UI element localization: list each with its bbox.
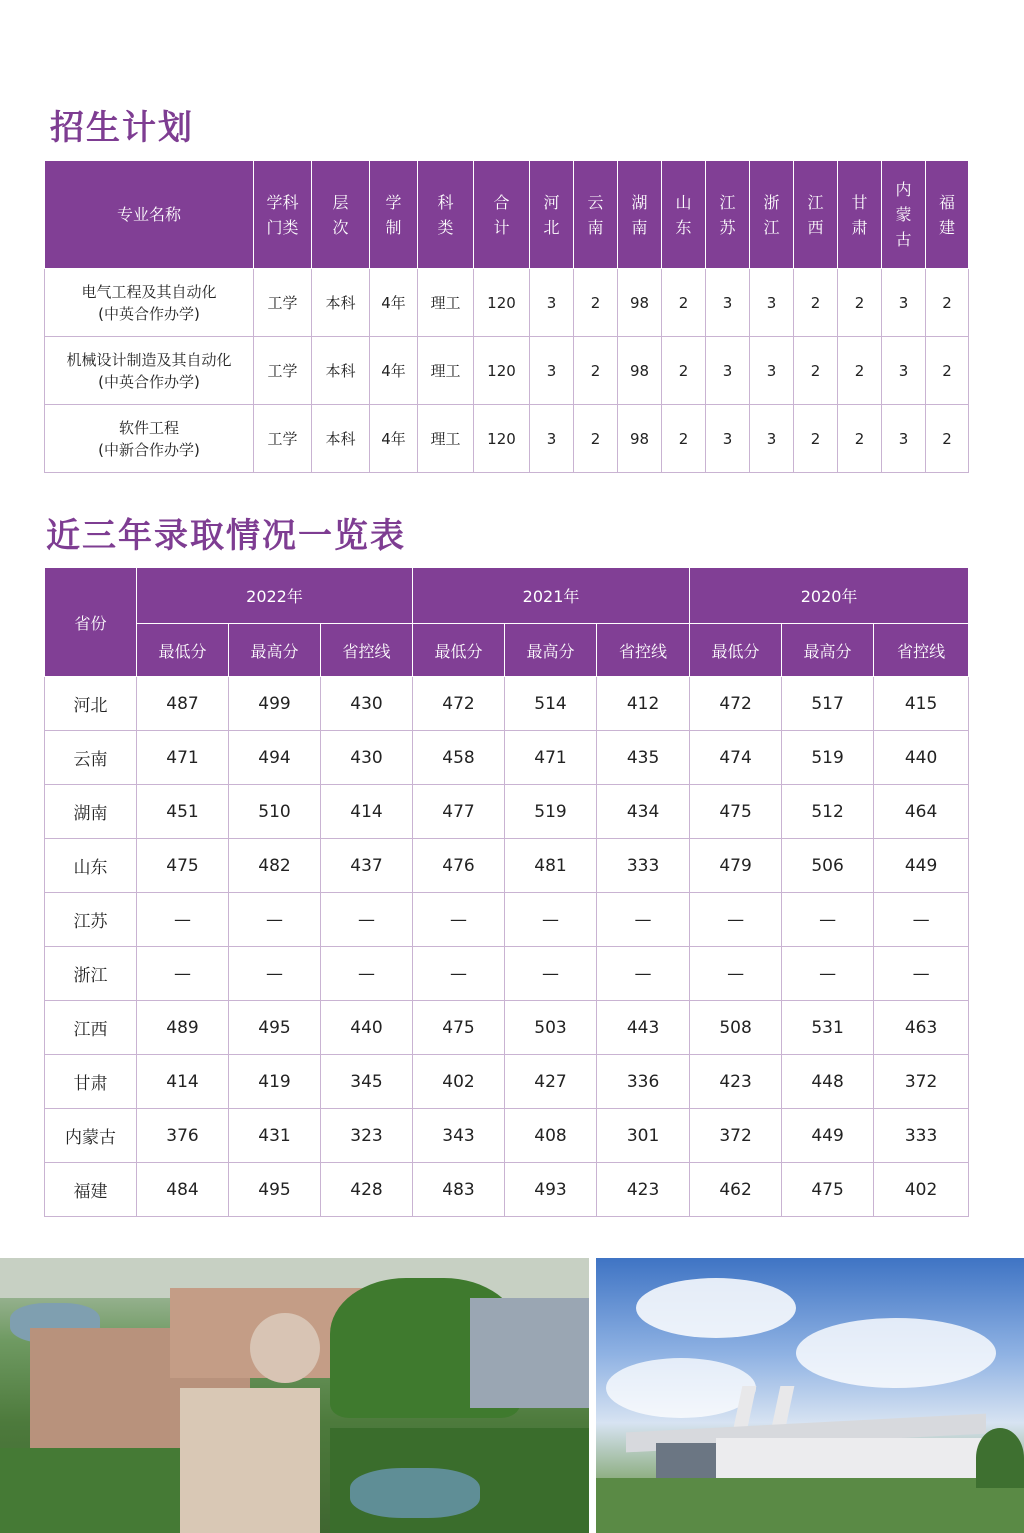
province-quota-cell: 3 <box>706 405 750 473</box>
score-cell: 463 <box>874 1001 969 1055</box>
score-cell: 472 <box>690 677 782 731</box>
type-cell: 理工 <box>418 269 474 337</box>
province-quota-cell: 98 <box>618 405 662 473</box>
score-cell: 333 <box>597 839 690 893</box>
score-cell: 415 <box>874 677 969 731</box>
header-province: 山 东 <box>662 161 706 269</box>
score-cell: — <box>782 893 874 947</box>
score-cell: 479 <box>690 839 782 893</box>
score-cell: 495 <box>229 1163 321 1217</box>
score-cell: 451 <box>137 785 229 839</box>
plan-row <box>45 405 969 473</box>
score-cell: 448 <box>782 1055 874 1109</box>
score-cell: 443 <box>597 1001 690 1055</box>
province-quota-cell: 2 <box>794 405 838 473</box>
level-cell: 本科 <box>312 269 370 337</box>
score-cell: — <box>597 947 690 1001</box>
major-name: 软件工程 (中新合作办学) <box>45 405 254 473</box>
score-cell: 514 <box>505 677 597 731</box>
total-cell: 120 <box>474 405 530 473</box>
campus-aerial-photo <box>0 1258 589 1533</box>
score-cell: — <box>782 947 874 1001</box>
category-cell: 工学 <box>254 269 312 337</box>
header-max-score: 最高分 <box>505 624 597 677</box>
plan-title: 招生计划 <box>50 108 194 148</box>
plan-header-row <box>45 161 969 269</box>
score-cell: 428 <box>321 1163 413 1217</box>
duration-cell: 4年 <box>370 269 418 337</box>
province-name: 甘肃 <box>45 1055 137 1109</box>
province-name: 浙江 <box>45 947 137 1001</box>
duration-cell: 4年 <box>370 405 418 473</box>
score-cell: — <box>413 893 505 947</box>
score-cell: 423 <box>690 1055 782 1109</box>
admission-row <box>45 1109 969 1163</box>
header-min-score: 最低分 <box>413 624 505 677</box>
score-cell: 506 <box>782 839 874 893</box>
header-control-line: 省控线 <box>597 624 690 677</box>
admission-row <box>45 839 969 893</box>
header-province: 云 南 <box>574 161 618 269</box>
score-cell: 345 <box>321 1055 413 1109</box>
type-cell: 理工 <box>418 405 474 473</box>
admission-row <box>45 677 969 731</box>
score-cell: 462 <box>690 1163 782 1217</box>
score-cell: 440 <box>874 731 969 785</box>
score-cell: — <box>321 893 413 947</box>
score-cell: 495 <box>229 1001 321 1055</box>
admission-row <box>45 1001 969 1055</box>
score-cell: 482 <box>229 839 321 893</box>
score-cell: — <box>597 893 690 947</box>
major-name: 电气工程及其自动化 (中英合作办学) <box>45 269 254 337</box>
gymnasium-photo <box>596 1258 1024 1533</box>
category-cell: 工学 <box>254 337 312 405</box>
score-cell: 476 <box>413 839 505 893</box>
province-quota-cell: 2 <box>662 269 706 337</box>
header-major: 专业名称 <box>45 161 254 269</box>
admission-row <box>45 893 969 947</box>
header-province: 省份 <box>45 568 137 677</box>
score-cell: 408 <box>505 1109 597 1163</box>
category-cell: 工学 <box>254 405 312 473</box>
province-quota-cell: 3 <box>882 405 926 473</box>
score-cell: — <box>137 893 229 947</box>
score-cell: — <box>137 947 229 1001</box>
score-cell: 484 <box>137 1163 229 1217</box>
score-cell: 414 <box>321 785 413 839</box>
score-cell: 471 <box>505 731 597 785</box>
province-quota-cell: 3 <box>750 405 794 473</box>
total-cell: 120 <box>474 337 530 405</box>
province-quota-cell: 2 <box>926 337 969 405</box>
province-quota-cell: 98 <box>618 269 662 337</box>
header-province: 浙 江 <box>750 161 794 269</box>
province-quota-cell: 2 <box>794 269 838 337</box>
province-quota-cell: 2 <box>926 269 969 337</box>
province-quota-cell: 3 <box>530 337 574 405</box>
province-quota-cell: 2 <box>662 337 706 405</box>
score-cell: 481 <box>505 839 597 893</box>
score-cell: 477 <box>413 785 505 839</box>
province-name: 河北 <box>45 677 137 731</box>
province-quota-cell: 3 <box>706 269 750 337</box>
header-province: 甘 肃 <box>838 161 882 269</box>
score-cell: 435 <box>597 731 690 785</box>
score-cell: 414 <box>137 1055 229 1109</box>
score-cell: 430 <box>321 677 413 731</box>
score-cell: 475 <box>137 839 229 893</box>
province-quota-cell: 3 <box>530 269 574 337</box>
province-name: 福建 <box>45 1163 137 1217</box>
score-cell: 531 <box>782 1001 874 1055</box>
score-cell: 343 <box>413 1109 505 1163</box>
score-cell: — <box>874 947 969 1001</box>
score-cell: 464 <box>874 785 969 839</box>
province-name: 江西 <box>45 1001 137 1055</box>
admission-year-row <box>45 568 969 624</box>
score-cell: 372 <box>690 1109 782 1163</box>
province-quota-cell: 2 <box>838 405 882 473</box>
province-quota-cell: 2 <box>838 269 882 337</box>
admission-row <box>45 947 969 1001</box>
province-quota-cell: 2 <box>926 405 969 473</box>
admission-row <box>45 731 969 785</box>
score-cell: — <box>229 893 321 947</box>
score-cell: 517 <box>782 677 874 731</box>
header-province: 江 苏 <box>706 161 750 269</box>
admission-scores-table <box>44 567 969 1217</box>
header-province: 福 建 <box>926 161 969 269</box>
header-total: 合 计 <box>474 161 530 269</box>
score-cell: — <box>321 947 413 1001</box>
province-quota-cell: 2 <box>574 405 618 473</box>
score-cell: 449 <box>874 839 969 893</box>
province-quota-cell: 2 <box>838 337 882 405</box>
province-quota-cell: 2 <box>574 269 618 337</box>
province-name: 云南 <box>45 731 137 785</box>
admission-row <box>45 1055 969 1109</box>
score-cell: 412 <box>597 677 690 731</box>
header-duration: 学 制 <box>370 161 418 269</box>
plan-row <box>45 269 969 337</box>
score-cell: 430 <box>321 731 413 785</box>
score-cell: 475 <box>413 1001 505 1055</box>
header-min-score: 最低分 <box>690 624 782 677</box>
score-cell: 458 <box>413 731 505 785</box>
score-cell: 512 <box>782 785 874 839</box>
score-cell: 449 <box>782 1109 874 1163</box>
score-cell: 474 <box>690 731 782 785</box>
score-cell: 372 <box>874 1055 969 1109</box>
header-type: 科 类 <box>418 161 474 269</box>
admission-row <box>45 785 969 839</box>
score-cell: 427 <box>505 1055 597 1109</box>
score-cell: 431 <box>229 1109 321 1163</box>
province-name: 湖南 <box>45 785 137 839</box>
province-quota-cell: 3 <box>750 337 794 405</box>
province-quota-cell: 3 <box>706 337 750 405</box>
score-cell: — <box>413 947 505 1001</box>
score-cell: — <box>229 947 321 1001</box>
plan-row <box>45 337 969 405</box>
score-cell: 519 <box>505 785 597 839</box>
score-cell: — <box>505 893 597 947</box>
score-cell: 402 <box>874 1163 969 1217</box>
score-cell: 472 <box>413 677 505 731</box>
header-max-score: 最高分 <box>229 624 321 677</box>
score-cell: 323 <box>321 1109 413 1163</box>
header-control-line: 省控线 <box>874 624 969 677</box>
header-category: 学科 门类 <box>254 161 312 269</box>
major-name: 机械设计制造及其自动化 (中英合作办学) <box>45 337 254 405</box>
score-cell: 437 <box>321 839 413 893</box>
score-cell: 494 <box>229 731 321 785</box>
header-province: 江 西 <box>794 161 838 269</box>
type-cell: 理工 <box>418 337 474 405</box>
header-year: 2020年 <box>690 568 969 624</box>
score-cell: 471 <box>137 731 229 785</box>
enrollment-plan-table <box>44 160 969 473</box>
province-name: 内蒙古 <box>45 1109 137 1163</box>
province-quota-cell: 2 <box>662 405 706 473</box>
score-cell: 487 <box>137 677 229 731</box>
admission-row <box>45 1163 969 1217</box>
score-cell: 519 <box>782 731 874 785</box>
score-cell: 333 <box>874 1109 969 1163</box>
score-cell: 475 <box>690 785 782 839</box>
score-cell: 489 <box>137 1001 229 1055</box>
total-cell: 120 <box>474 269 530 337</box>
admission-subheader-row <box>45 624 969 677</box>
province-quota-cell: 3 <box>750 269 794 337</box>
province-quota-cell: 3 <box>882 269 926 337</box>
score-cell: 402 <box>413 1055 505 1109</box>
score-cell: — <box>690 893 782 947</box>
score-cell: 475 <box>782 1163 874 1217</box>
header-min-score: 最低分 <box>137 624 229 677</box>
level-cell: 本科 <box>312 337 370 405</box>
province-name: 江苏 <box>45 893 137 947</box>
header-max-score: 最高分 <box>782 624 874 677</box>
duration-cell: 4年 <box>370 337 418 405</box>
score-cell: 499 <box>229 677 321 731</box>
score-cell: 440 <box>321 1001 413 1055</box>
score-cell: 336 <box>597 1055 690 1109</box>
header-year: 2022年 <box>137 568 413 624</box>
score-cell: 434 <box>597 785 690 839</box>
header-level: 层 次 <box>312 161 370 269</box>
header-province: 内 蒙 古 <box>882 161 926 269</box>
score-cell: 510 <box>229 785 321 839</box>
score-cell: 503 <box>505 1001 597 1055</box>
province-name: 山东 <box>45 839 137 893</box>
score-cell: 493 <box>505 1163 597 1217</box>
score-cell: — <box>690 947 782 1001</box>
header-year: 2021年 <box>413 568 690 624</box>
score-cell: 419 <box>229 1055 321 1109</box>
header-control-line: 省控线 <box>321 624 413 677</box>
score-cell: 423 <box>597 1163 690 1217</box>
score-cell: 376 <box>137 1109 229 1163</box>
province-quota-cell: 98 <box>618 337 662 405</box>
score-cell: — <box>505 947 597 1001</box>
level-cell: 本科 <box>312 405 370 473</box>
admission-title: 近三年录取情况一览表 <box>46 516 406 556</box>
score-cell: — <box>874 893 969 947</box>
header-province: 湖 南 <box>618 161 662 269</box>
header-province: 河 北 <box>530 161 574 269</box>
score-cell: 301 <box>597 1109 690 1163</box>
province-quota-cell: 3 <box>530 405 574 473</box>
province-quota-cell: 3 <box>882 337 926 405</box>
score-cell: 508 <box>690 1001 782 1055</box>
score-cell: 483 <box>413 1163 505 1217</box>
province-quota-cell: 2 <box>574 337 618 405</box>
province-quota-cell: 2 <box>794 337 838 405</box>
